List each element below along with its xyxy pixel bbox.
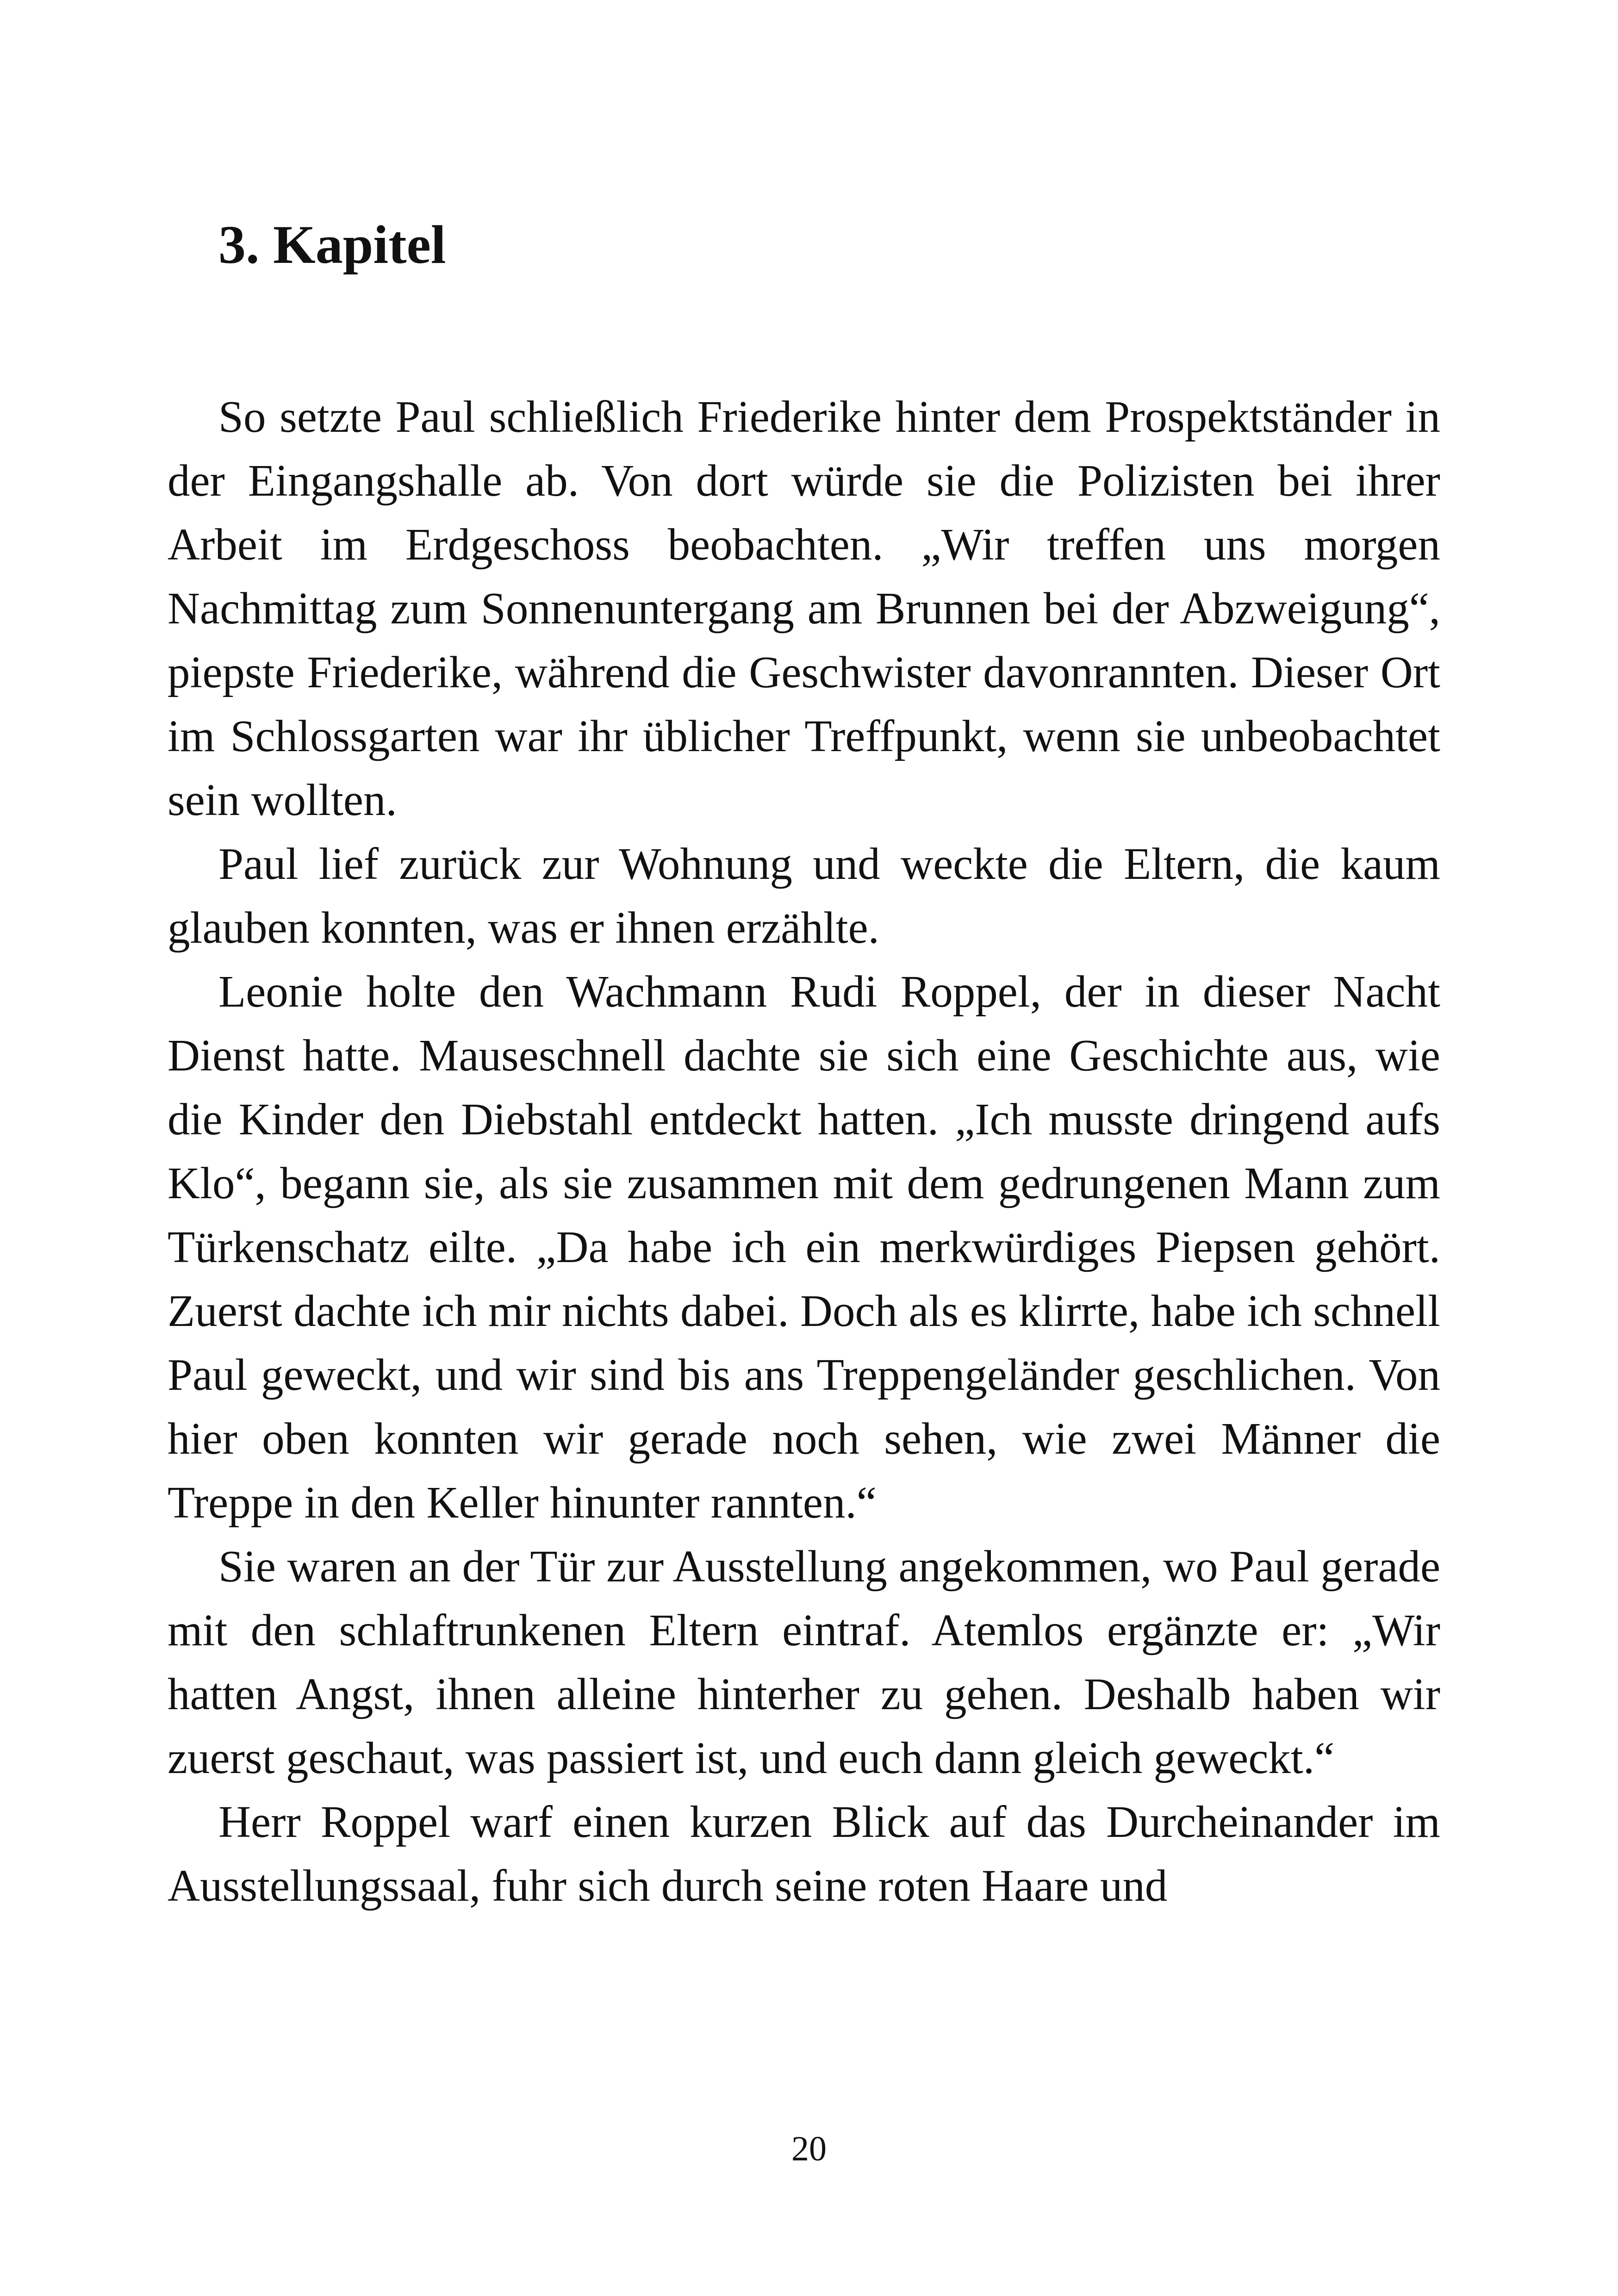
body-text <box>168 385 1440 1918</box>
paragraph: Herr Roppel warf einen kurzen Blick auf das Durcheinander im Ausstellungssaal, fuhr sich durch seine roten Haare und <box>168 1797 1440 1910</box>
paragraph: Paul lief zurück zur Wohnung und weckte die Eltern, die kaum glauben konnten, was er ihnen erzählte. <box>168 839 1440 952</box>
paragraph: Leonie holte den Wachmann Rudi Roppel, der in dieser Nacht Dienst hatte. Mauseschnell dachte sie sich eine Geschichte aus, wie die Kinder den Diebstahl entdeckt hatten. „Ich musste dringend aufs Klo“, begann sie, als sie zusammen mit dem gedrungenen Mann zum Türkenschatz eilte. „Da habe ich ein merkwürdiges Piepsen gehört. Zuerst dachte ich mir nichts dabei. Doch als es klirrte, habe ich schnell Paul geweckt, und wir sind bis ans Treppengeländer geschlichen. Von hier oben konnten wir gerade noch sehen, wie zwei Männer die Treppe in den Keller hinunter rannten.“ <box>168 967 1440 1527</box>
page-number: 20 <box>791 2129 827 2168</box>
paragraph: So setzte Paul schließlich Friederike hinter dem Prospektständer in der Eingangshalle ab. Von dort würde sie die Polizisten bei ihrer Arbeit im Erdgeschoss beobachten. „Wir treffen uns morgen Nachmittag zum Sonnenuntergang am Brunnen bei der Abzweigung“, piepste Friederike, während die Geschwister davonrannten. Dieser Ort im Schlossgarten war ihr üblicher Treffpunkt, wenn sie unbeobachtet sein wollten. <box>168 392 1440 825</box>
chapter-title: 3. Kapitel <box>218 214 446 275</box>
paragraph: Sie waren an der Tür zur Ausstellung angekommen, wo Paul gerade mit den schlaftrunkenen Eltern eintraf. Atemlos ergänzte er: „Wir hatten Angst, ihnen alleine hinterher zu gehen. Deshalb haben wir zuerst geschaut, was passiert ist, und euch dann gleich geweckt.“ <box>168 1542 1440 1783</box>
